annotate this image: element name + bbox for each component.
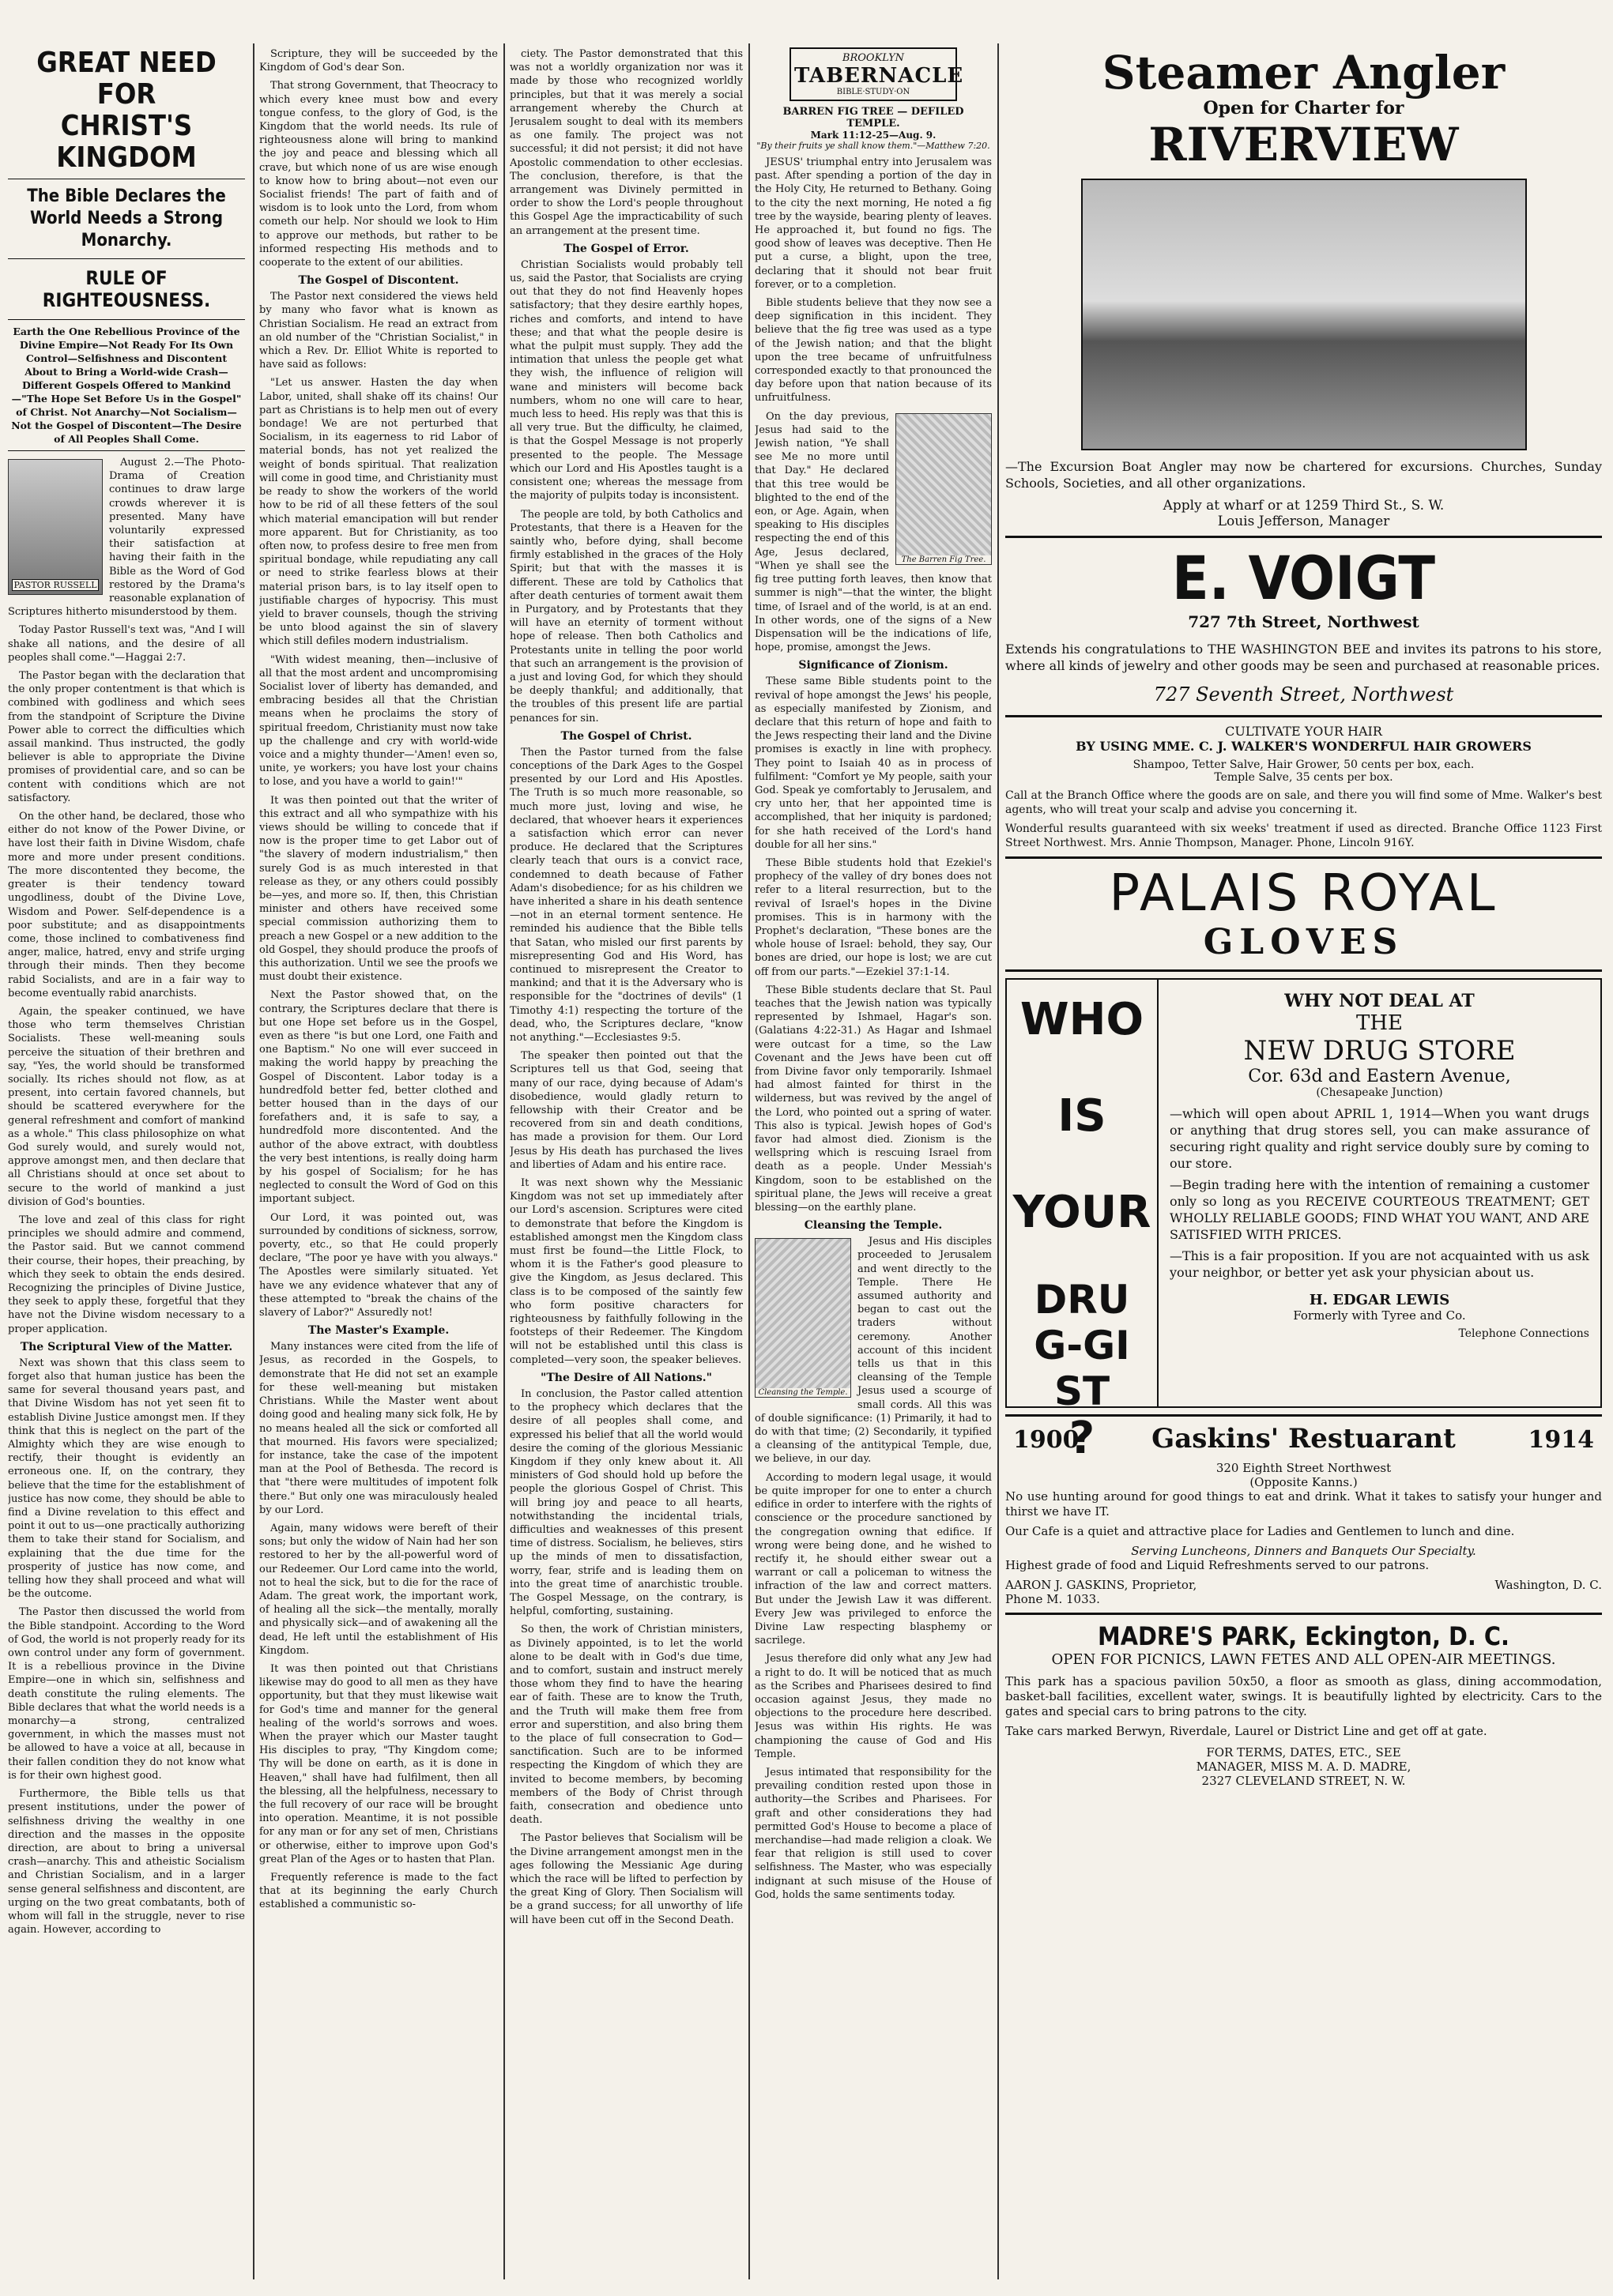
paragraph: The people are told, by both Catholics and Protestants, that there is a Heaven for the saintly who, before dying, shall become firmly established in the graces of the Holy Spirit; but that with the masses it is different. These are told by Catholics that after death centuries of torment await them in Purgatory, and by Protestants that they will have an eternity of torment without hope of release. Then both Catholics and Protestants unite in telling the poor world that such an arrangement is the provision of a just and loving God, for which they should be deeply thankful; and additionally, that the troubles of this present life are partial penances for sin. <box>510 508 743 725</box>
subheading: Cleansing the Temple. <box>804 1219 943 1233</box>
ad-address: Cor. 63d and Eastern Avenue, <box>1248 1067 1511 1086</box>
ad-text: H. EDGAR LEWIS <box>1309 1292 1450 1308</box>
ad-text: Formerly with Tyree and Co. <box>1293 1308 1466 1323</box>
illustration-caption: Cleansing the Temple. <box>756 1388 850 1397</box>
ad-text: Take cars marked Berwyn, Riverdale, Laurel or District Line and get off at gate. <box>1005 1724 1487 1738</box>
ad-title: THE <box>1356 1011 1403 1035</box>
paragraph: The Pastor began with the declaration that the only proper contentment is that which is combined with godliness and which sees from the standpoint of Scripture the Divine Power able to correct the difficulties which assail mankind. Thus instructed, the godly believer is able to appropriate the Divine promises of providential care, and so can be content with conditions which are not satisfactory. <box>8 670 245 804</box>
ad-text: Call at the Branch Office where the goods are on sale, and there you will find some of Mme. Walker's best agents, who will treat your scalp and advise you concerning it. <box>1005 789 1602 816</box>
ad-text: Serving Luncheons, Dinners and Banquets Our Specialty. <box>1131 1544 1476 1558</box>
ad-big-text: IS <box>1057 1090 1106 1142</box>
illustration-caption: The Barren Fig Tree. <box>896 555 991 564</box>
column-1-article <box>8 47 245 1941</box>
paragraph: It was next shown why the Messianic Kingdom was not set up immediately after our Lord's ascension. Scriptures were cited to demonstrate that before the Kingdom is established amongst men the Kingdom class must first be found—the Little Flock, to whom it is the Father's good pleasure to give the Kingdom, as Jesus declared. This class is to be composed of the saintly few who form positive characters for righteousness by faithfully following in the footsteps of their Redeemer. The Kingdom will not be established until this class is completed—very soon, the speaker believes. <box>510 1177 743 1366</box>
paragraph: Christian Socialists would probably tell us, said the Pastor, that Socialists are crying out that they do not find Heavenly hopes satisfactory; that they desire earthly hopes, riches and comforts, and intend to have these; and that what the people desire is what the pulpit must supply. They add the intimation that unless the people get what they wish, the influence of religion will wane and ministers will become back numbers, whom no one will care to hear, much less to heed. His reply was that this is all very true. But the difficulty, he claimed, is that the Gospel Message is not properly presented to the people. The Message which our Lord and His Apostles taught is a consistent one; whereas the message from the majority of pulpits today is inconsistent. <box>510 258 743 502</box>
paragraph: Furthermore, the Bible tells us that present institutions, under the power of selfishness driving the wealthy in one direction and the masses in the opposite direction, are about to bring a universal crash—anarchy. This and atheistic Socialism and Christian Socialism, and in a larger sense general selfishness and discontent, are urging on the two great combatants, both of whom will fall in the struggle, never to rise again. However, according to <box>8 1788 245 1937</box>
paragraph: Again, the speaker continued, we have those who term themselves Christian Socialists. These well-meaning souls perceive the situation of their brethren and say, "Yes, the world should be transformed socially. Its riches should not flow, as at present, into certain favored channels, but should be scattered everywhere for the general refreshment and comfort of mankind as a whole." This class philosophize on what God surely would, and surely would not, approve amongst men, and then declare that all Christians should at once set about to secure to the world of mankind a just division of God's bounties. <box>8 1005 245 1208</box>
portrait-image <box>8 459 103 595</box>
paragraph: "Let us answer. Hasten the day when Labor, united, shall shake off its chains! Our part as Christians is to help men out of every bondage! We are not perturbed that Socialism, in its eagerness to rid Labor of material bonds, has not yet realized the weight of bonds spiritual. That realization will come in good time, and Christianity must be ready to show the workers of the world how to be rid of all these fetters of the soul which material emancipation will but render more apparent. But for Christianity, as too often now, to profess desire to free men from spiritual bondage, while repudiating any call or need to strike fearless blows at their material prison bars, is to lay itself open to justifiable charges of hypocrisy. This must yield to braver counsels, though the striving be unto blood against the sin of slavery which still defiles modern industrialism. <box>259 377 498 648</box>
ad-big-text: RIVERVIEW <box>1148 118 1459 171</box>
paragraph: It was then pointed out that Christians likewise may do good to all men as they have opportunity, but that they must likewise wait for God's time and manner for the general healing of the world's sorrows and woes. When the prayer which our Master taught His disciples to pray, "Thy Kingdom come; Thy will be done on earth, as it is done in Heaven," shall have had fulfilment, then all the blessing, all the helpfulness, necessary to the full recovery of our race will be brought into operation. Meantime, it is not possible for any man or for any set of men, Christians or otherwise, either to improve upon God's great Plan of the Ages or to hasten that Plan. <box>259 1662 498 1865</box>
ad-text: Washington, D. C. <box>1494 1578 1602 1592</box>
ad-text: Louis Jefferson, Manager <box>1217 514 1390 529</box>
steamboat-image <box>1081 179 1527 450</box>
paragraph: Then the Pastor turned from the false conceptions of the Dark Ages to the Gospel presented by our Lord and His Apostles. The Truth is so much more reasonable, so much more just, loving and wise, he declared, that whoever hears it experiences a satisfaction which error can never produce. He declared that the Scriptures clearly teach that ours is a convict race, condemned to death because of Father Adam's disobedience; for as his children we have inherited a share in his death sentence—not in an eternal torment sentence. He reminded his audience that the Bible tells that Satan, who misled our first parents by misrepresenting God and His Word, has continued to misrepresent the Creator to mankind; and that it is the Adversary who is responsible for the "doctrines of devils" (1 Timothy 4:1) respecting the torture of the dead, who, the Scriptures declare, "know not anything."—Ecclesiastes 9:5. <box>510 746 743 1044</box>
paragraph: On the day previous, Jesus had said to the Jewish nation, "Ye shall see Me no more until that Day." He declared that this tree would be blighted to the end of the eon, or Age. Again, when speaking to His disciples respecting the end of this Age, Jesus declared, "When ye shall see the fig tree putting forth leaves, then know that summer is nigh"—that the winter, the blight time, of Israel and of the world, is at an end. In other words, one of the signs of a New Dispensation will be the indications of life, hope, promise, amongst the Jews. <box>755 410 992 654</box>
ad-text: —Begin trading here with the intention of remaining a customer only so long as you RECEIVE COURTEOUS TREATMENT; GET WHOLLY RELIABLE GOODS; FIND WHAT YOU WANT, AND ARE SATISFIED WITH PRICES. <box>1170 1177 1589 1242</box>
subheading: "The Desire of All Nations." <box>541 1371 712 1384</box>
paragraph: "With widest meaning, then—inclusive of all that the most ardent and uncompromising Socialist lover of liberty has demanded, and embracing besides all that the Christian means when he proclaims the story of spiritual freedom, Christianity must now take up the challenge and cry with world-wide voice and a mighty thunder—'Amen! even so, unite, ye workers; you have lost your chains to lose, and you have a world to gain!'" <box>259 653 498 789</box>
paragraph: The love and zeal of this class for right principles we should admire and commend, the Pastor said. But we cannot commend their course, their hopes, their preaching, by which they seek to obtain the ends desired. Recognizing the principles of Divine Justice, they seek to apply these, forgetful that they have not the Divine wisdom necessary to a proper application. <box>8 1214 245 1335</box>
masthead-text: BROOKLYN <box>842 52 905 64</box>
ad-subtitle: GLOVES <box>1203 922 1404 962</box>
ad-title: MADRE'S PARK, Eckington, D. C. <box>1098 1621 1509 1651</box>
ad-year: 1914 <box>1528 1426 1594 1454</box>
paragraph: August 2.—The Photo-Drama of Creation continues to draw large crowds wherever it is presented. Many have voluntarily expressed their satisfaction at having their faith in the Bible as the Word of God restored by the Drama's reasonable explanation of Scriptures hitherto misunderstood by them. <box>8 457 245 619</box>
temple-illustration <box>755 1238 851 1398</box>
summary: Earth the One Rebellious Province of the Divine Empire—Not Ready For Its Own Control—Selfishness and Discontent About to Bring a World-wide Crash—Different Gospels Offered to Mankind—"The Hope Set Before Us in the Gospel" of Christ. Not Anarchy—Not Socialism—Not the Gospel of Discontent—The Desire of All Peoples Shall Come. <box>11 326 242 445</box>
ad-text: No use hunting around for good things to eat and drink. What it takes to satisfy your hunger and thirst we have IT. <box>1005 1489 1602 1519</box>
subheading: The Master's Example. <box>307 1324 450 1338</box>
column-rule <box>748 43 750 2279</box>
ad-title: WHY NOT DEAL AT <box>1284 991 1475 1011</box>
ad-text: Our Cafe is a quiet and attractive place for Ladies and Gentlemen to lunch and dine. <box>1005 1524 1515 1538</box>
ad-text: —The Excursion Boat Angler may now be chartered for excursions. Churches, Sunday Schools, Societies, and all other organizations. <box>1005 459 1602 491</box>
ad-address: 727 Seventh Street, Northwest <box>1153 683 1454 706</box>
column-2-article <box>259 47 498 1917</box>
ad-title: E. VOIGT <box>1171 543 1436 613</box>
ad-text: Telephone Connections <box>1458 1327 1589 1340</box>
ad-title: BY USING MME. C. J. WALKER'S WONDERFUL HAIR GROWERS <box>1076 739 1532 754</box>
subheading: The Scriptural View of the Matter. <box>20 1340 233 1353</box>
paragraph: These Bible students declare that St. Paul teaches that the Jewish nation was typically represented by Ishmael, Hagar's son. (Galatians 4:22-31.) As Hagar and Ishmael were outcast for a time, so the Law Covenant and the Jews have been cut off from Divine favor only temporarily. Ishmael had almost fainted for thirst in the wilderness, but was revived by the angel of the Lord, who pointed out a spring of water. This also is typical. Jewish hopes of God's favor had almost died. Zionism is the wellspring which is rescuing Israel from death as a people. Under Messiah's Kingdom, soon to be established on the spiritual plane, the Jews will receive a great blessing—on the earthly plane. <box>755 984 992 1214</box>
paragraph: Many instances were cited from the life of Jesus, as recorded in the Gospels, to demonstrate that He did not set an example for these well-meaning but mistaken Christians. While the Master went about doing good and healing many sick folk, He by no means healed all the sick or comforted all that mourned. His favors were specialized; for instance, take the case of the impotent man at the Pool of Bethesda. The record is that "there were multitudes of impotent folk there." But only one was miraculously healed by our Lord. <box>259 1341 498 1516</box>
ad-year: 1900 <box>1013 1426 1080 1454</box>
ad-address: (Opposite Kanns.) <box>1249 1475 1358 1489</box>
paragraph: The Pastor next considered the views held by many who favor what is known as Christian Socialism. He read an extract from an old number of the "Christian Socialist," in which a Rev. Dr. Elliot White is reported to have said as follows: <box>259 291 498 371</box>
ad-title: NEW DRUG STORE <box>1243 1035 1516 1067</box>
column-rule <box>997 43 999 2279</box>
paragraph: ciety. The Pastor demonstrated that this was not a worldly organization nor was it made by those who recognized worldly principles, but that it was merely a social arrangement whereby the Church at Jerusalem sought to deal with its members as one family. The project was not successful; it did not persist; it did not have Apostolic commendation to other ecclesias. The conclusion, therefore, is that the arrangement was Divinely permitted in order to show the Lord's people throughout this Gospel Age the impracticability of such an arrangement at the present time. <box>510 48 743 237</box>
subheading: The Gospel of Error. <box>563 242 689 255</box>
paragraph: Again, many widows were bereft of their sons; but only the widow of Nain had her son restored to her by the all-powerful word of our Redeemer. Our Lord came into the world, not to heal the sick, but to die for the race of Adam. The great work, the important work, of healing all the sick—the mentally, morally and physically sick—and of awakening all the dead, He left until the establishment of His Kingdom. <box>259 1522 498 1657</box>
ad-title: Steamer Angler <box>1102 47 1506 100</box>
column-3-article <box>510 47 743 1932</box>
ad-address: 320 Eighth Street Northwest <box>1215 1461 1392 1475</box>
palais-royal-ad <box>1005 865 1602 963</box>
subheading: The Gospel of Discontent. <box>298 274 459 288</box>
walker-ad <box>1005 724 1602 850</box>
madres-park-ad <box>1005 1621 1602 1788</box>
ad-text: Wonderful results guaranteed with six weeks' treatment if used as directed. Branche Office 1123 First Street Northwest. Mrs. Annie Thompson, Manager. Phone, Lincoln 916Y. <box>1005 822 1602 849</box>
paragraph: Frequently reference is made to the fact that at its beginning the early Church established a communistic so- <box>259 1872 498 1911</box>
ad-text: AARON J. GASKINS, Proprietor, <box>1005 1578 1197 1592</box>
paragraph: JESUS' triumphal entry into Jerusalem was past. After spending a portion of the day in the Holy City, He returned to Bethany. Going to the city the next morning, He noted a fig tree by the wayside, bearing plenty of leaves. He approached it, but found no figs. The good show of leaves was deceptive. Then He put a curse, a blight, upon the tree, declaring that it should not bear fruit forever, or to a completion. <box>755 156 992 291</box>
paragraph: On the other hand, be declared, those who either do not know of the Power Divine, or have lost their faith in Divine Wisdom, chafe more and more under present conditions. The more discontented they become, the greater is their tendency toward ungodliness, doubt of the Divine Love, Wisdom and Power. Self-dependence is a poor substitute; and as disappointments come, those inclined to combativeness find anger, malice, hatred, envy and strife urging through their minds. Then they become rabid Socialists, and are in a fair way to become eventually rabid anarchists. <box>8 811 245 999</box>
paragraph: Next was shown that this class seem to forget also that human justice has been the same for several thousand years past, and that Divine Wisdom has not yet seen fit to establish Divine Justice amongst men. If they think that this is neglect on the part of the Almighty which they are wise enough to rectify, their thought is evidently an erroneous one. If, on the contrary, they believe that the time for the establishment of justice has now come, they should be able to find a Divine revelation to this effect and point it out to us—one practically authorizing them to take their stand for Socialism, and explaining that the due time for the prosperity of justice has now come, and telling how they shall proceed and what will be the outcome. <box>8 1357 245 1601</box>
deck: The Bible Declares the World Needs a Strong Monarchy. <box>27 186 226 250</box>
ad-text: MANAGER, MISS M. A. D. MADRE, <box>1196 1760 1411 1774</box>
ad-subtitle: OPEN FOR PICNICS, LAWN FETES AND ALL OPEN-AIR MEETINGS. <box>1051 1651 1556 1668</box>
ad-big-text: YOUR <box>1012 1187 1151 1238</box>
paragraph: Jesus therefore did only what any Jew had a right to do. It will be noticed that as much as the Scribes and Pharisees desired to find occasion against Jesus, they made no objections to the procedure here described. Jesus was within His rights. He was championing the cause of God and His Temple. <box>755 1653 992 1760</box>
ad-big-text: WHO <box>1019 994 1144 1045</box>
paragraph: Jesus intimated that responsibility for the prevailing condition rested upon those in authority—the Scribes and Pharisees. For graft and other considerations they had permitted God's House to become a place of merchandise—had made religion a cloak. We fear that religion is still used to cover selfishness. The Master, who was especially indignant at such misuse of the House of God, holds the same sentiments today. <box>755 1766 992 1901</box>
ad-text: Phone M. 1033. <box>1005 1592 1100 1606</box>
paragraph: Our Lord, it was pointed out, was surrounded by conditions of sickness, sorrow, poverty, etc., so that He could properly declare, "The poor ye have with you always." The Apostles were similarly situated. Yet have we any evidence whatever that any of these attempted to "break the chains of the slavery of Labor?" Assuredly not! <box>259 1211 498 1319</box>
ad-text: Apply at wharf or at 1259 Third St., S. W. <box>1163 498 1445 514</box>
ad-text: —which will open about APRIL 1, 1914—When you want drugs or anything that drug stores sell, you can make assurance of securing right quality and right service doubly sure by coming to our store. <box>1170 1106 1589 1171</box>
paragraph: The Pastor believes that Socialism will be the Divine arrangement amongst men in the ages following the Messianic Age during which the race will be lifted to perfection by the great King of Glory. Then Socialism will be a grand success; for all unworthy of life will have been cut off in the Second Death. <box>510 1832 743 1926</box>
golden-text: "By their fruits ye shall know them."—Matthew 7:20. <box>756 141 990 151</box>
column-rule <box>503 43 505 2279</box>
paragraph: Next the Pastor showed that, on the contrary, the Scriptures declare that there is but one Hope set before us in the Gospel, even as there "is but one Lord, one Faith and one Baptism." No one will ever succeed in making the world happy by preaching the Gospel of Discontent. Labor today is a hundredfold better fed, better clothed and better housed than in the days of our forefathers and, it is safe to say, a hundredfold more discontented. And the author of the above extract, with doubtless the very best intentions, is really doing harm by his gospel of Socialism; for he has neglected to consult the Word of God on this important subject. <box>259 989 498 1206</box>
ad-text: —This is a fair proposition. If you are not acquainted with us ask your neighbor, or better yet ask your physician about us. <box>1170 1248 1589 1280</box>
ad-address: (Chesapeake Junction) <box>1316 1086 1443 1099</box>
paragraph: These same Bible students point to the revival of hope amongst the Jews' his people, as especially manifested by Zionism, and declare that this return of hope and faith to the Jews respecting their land and the Divine promises is exactly in line with prophecy. They point to Isaiah 40 as in process of fulfilment: "Comfort ye My people, saith your God. Speak ye comfortably to Jerusalem, and cry unto her, that her appointed time is accomplished, that her iniquity is pardoned; for she hath received of the Lord's hand double for all her sins." <box>755 676 992 851</box>
drug-store-details <box>1159 980 1600 1406</box>
tabernacle-masthead <box>790 47 964 101</box>
ad-title: PALAIS ROYAL <box>1109 864 1498 923</box>
lesson-reference: Mark 11:12-25—Aug. 9. <box>810 130 937 141</box>
ad-address: 727 7th Street, Northwest <box>1188 612 1419 631</box>
paragraph: Today Pastor Russell's text was, "And I will shake all nations, and the desire of all peoples shall come."—Haggai 2:7. <box>8 624 245 664</box>
ad-text: Temple Salve, 35 cents per box. <box>1214 771 1393 784</box>
paragraph: Jesus and His disciples proceeded to Jerusalem and went directly to the Temple. There He assumed authority and began to cast out the traders without ceremony. Another account of this incident tells us that in this cleansing of the Temple Jesus used a scourge of small cords. All this was of double significance: (1) Primarily, it had to do with that time; (2) Secondarily, it typified a cleansing of the antitypical Temple, due, we believe, in our day. <box>755 1236 992 1466</box>
paragraph: According to modern legal usage, it would be quite improper for one to enter a church edifice in order to interfere with the rights of conscience or the procedure sanctioned by the congregation owning that edifice. If wrong were being done, and he wished to rectify it, he should either swear out a warrant or call a policeman to witness the infraction of the law and correct matters. But under the Jewish Law it was different. Every Jew was privileged to enforce the Divine Law respecting blasphemy or sacrilege. <box>755 1471 992 1647</box>
voigt-ad <box>1005 544 1602 706</box>
ad-text: Highest grade of food and Liquid Refreshments served to our patrons. <box>1005 1558 1430 1572</box>
paragraph: The Pastor then discussed the world from the Bible standpoint. According to the Word of God, the world is not properly ready for its own control under any form of government. It is a rebellious province in the Divine Empire—one in which sin, selfishness and death constitute the ruling elements. The Bible declares that what the world needs is a monarchy—a strong, centralized government, in which the masses must not be allowed to have a voice at all, because in their fallen condition they do not know what is for their own highest good. <box>8 1606 245 1782</box>
column-rule <box>253 43 254 2279</box>
paragraph: That strong Government, that Theocracy to which every knee must bow and every tongue confess, to the glory of God, is the Kingdom that the world needs. Its rule of righteousness alone will bring to mankind the joy and peace and blessing which all crave, but which none of us are wise enough to know how to bring about—not even our Socialist friends! The part of faith and of wisdom is to look unto the Lord, from whom cometh our help. Nor should we look to Him to approve our methods, but rather to be informed respecting His methods and to cooperate to the extent of our abilities. <box>259 80 498 269</box>
portrait-caption: PASTOR RUSSELL <box>12 579 99 591</box>
paragraph: In conclusion, the Pastor called attention to the prophecy which declares that the desire of all peoples shall come, and expressed his belief that all the world would desire the coming of the glorious Messianic Kingdom if they only knew about it. All ministers of God should hold up before the people the glorious Gospel of Christ. This will bring joy and peace to all hearts, notwithstanding the incidental trials, difficulties and weaknesses of this present time of distress. Socialism, he believes, stirs up the minds of men to dissatisfaction, worry, fear, strife and is leading them on into the great time of anarchistic trouble. The Gospel Message, on the contrary, is helpful, comforting, sustaining. <box>510 1387 743 1618</box>
headline-2: CHRIST'S KINGDOM <box>56 110 197 174</box>
fig-tree-illustration <box>895 413 992 565</box>
paragraph: These Bible students hold that Ezekiel's prophecy of the valley of dry bones does not refer to a literal resurrection, but to the revival of Israel's hopes in the Divine promises. This is in harmony with the Prophet's declaration, "These bones are the whole house of Israel: behold, they say, Our bones are dried, our hope is lost; we are cut off from our parts."—Ezekiel 37:1-14. <box>755 856 992 978</box>
ad-text: FOR TERMS, DATES, ETC., SEE <box>1206 1745 1401 1760</box>
ad-big-text: DRUG-GIST <box>1034 1277 1130 1414</box>
masthead-sub: BIBLE·STUDY·ON <box>836 88 910 96</box>
ad-big-text: ? <box>1068 1413 1095 1464</box>
paragraph: The speaker then pointed out that the Scriptures tell us that God, seeing that many of our race, dying because of Adam's disobedience, would gladly return to fellowship with their Creator and be recovered from sin and death conditions, has made a provision for them. Our Lord Jesus by His death has purchased the lives and liberties of Adam and his entire race. <box>510 1050 743 1171</box>
paragraph: Scripture, they will be succeeded by the Kingdom of God's dear Son. <box>259 48 498 74</box>
paragraph: Bible students believe that they now see a deep signification in this incident. They believe that the fig tree was used as a type of the Jewish nation; and that the blight upon the tree became of unfruitfulness corresponded exactly to that pronounced the day before upon that nation because of its unfruitfulness. <box>755 297 992 405</box>
paragraph: So then, the work of Christian ministers, as Divinely appointed, is to let the world alone to be dealt with in God's due time, and to comfort, sustain and instruct merely those whom they find to have the hearing ear of faith. These are to know the Truth, and the Truth will make them free from error and superstition, and also bring them to the place of full consecration to God—sanctification. Such are to be informed respecting the Kingdom of which they are invited to become members, by becoming members of the Body of Christ through faith, consecration and obedience unto death. <box>510 1624 743 1827</box>
ad-subtitle: Open for Charter for <box>1203 98 1404 119</box>
steamer-angler-ad <box>1005 47 1602 529</box>
ad-title: Gaskins' Restuarant <box>1151 1423 1456 1455</box>
ad-text: 2327 CLEVELAND STREET, N. W. <box>1201 1774 1406 1788</box>
ad-text: Shampoo, Tetter Salve, Hair Grower, 50 cents per box, each. <box>1132 758 1475 771</box>
advertisements-column <box>1005 47 1602 1788</box>
ad-text: This park has a spacious pavilion 50x50, a floor as smooth as glass, dining accommodation, basket-ball facilities, excellent water, swings. It is beautifully lighted by electricity. Cars to the gates and special cars to bring patrons to the city. <box>1005 1674 1602 1718</box>
masthead-title: TABERNACLE <box>794 64 964 88</box>
subheading: Significance of Zionism. <box>798 659 948 672</box>
ad-title: CULTIVATE YOUR HAIR <box>1225 724 1382 739</box>
column-4-article <box>755 47 992 1906</box>
paragraph: It was then pointed out that the writer of this extract and all who sympathize with his views should be willing to concede that if now is the proper time to get Labor out of "the slavery of modern industrialism," then surely God is as much interested in that release as they, or any others could possibly be—yes, and more so. If, then, this Christian minister and others have received some special commission authorizing them to preach a new Gospel or a new addition to the old Gospel, they should produce the proofs of this authorization. Until we see the proofs we must doubt their existence. <box>259 794 498 984</box>
deck-2: RULE OF RIGHTEOUSNESS. <box>42 267 211 311</box>
headline: GREAT NEED FOR <box>36 47 217 111</box>
ad-text: Extends his congratulations to THE WASHINGTON BEE and invites its patrons to his store, where all kinds of jewelry and other goods may be seen and purchased at reasonable prices. <box>1005 642 1602 673</box>
lesson-title: BARREN FIG TREE — DEFILED TEMPLE. <box>782 106 964 130</box>
subheading: The Gospel of Christ. <box>560 729 692 743</box>
